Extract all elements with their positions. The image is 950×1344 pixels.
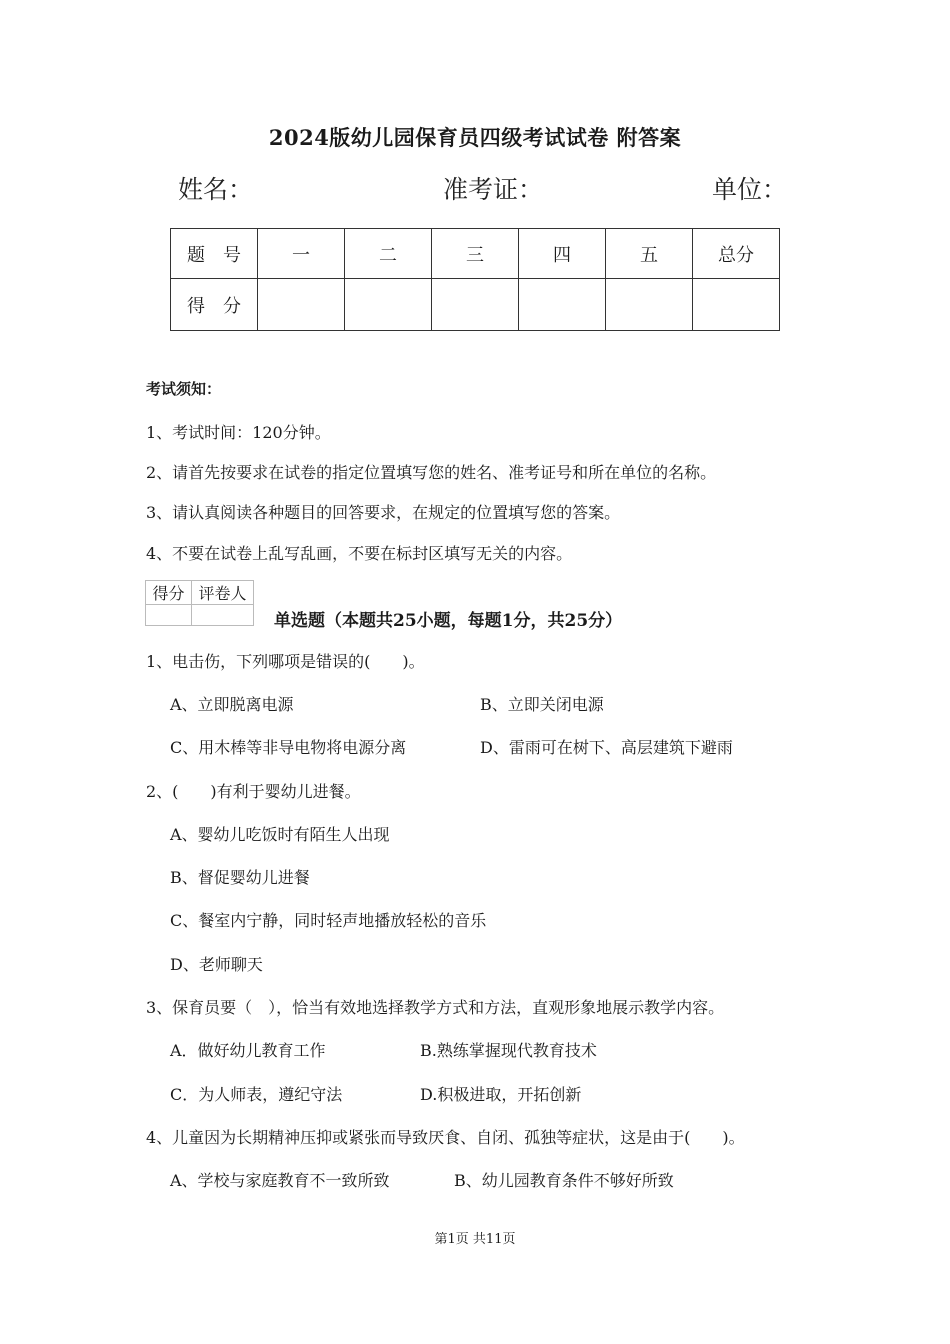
score-header-cell: 四 <box>519 229 606 279</box>
option-item[interactable]: D、老师聊天 <box>170 955 263 974</box>
notice-item: 4、不要在试卷上乱写乱画，不要在标封区填写无关的内容。 <box>146 544 573 563</box>
option-item[interactable]: A、婴幼儿吃饭时有陌生人出现 <box>170 825 390 844</box>
option-item[interactable]: B、督促婴幼儿进餐 <box>170 868 310 887</box>
score-row-label: 得 分 <box>171 279 258 331</box>
question-stem: 4、儿童因为长期精神压抑或紧张而导致厌食、自闭、孤独等症状，这是由于( )。 <box>146 1128 745 1147</box>
score-header-cell: 五 <box>606 229 693 279</box>
name-label: 姓名： <box>178 175 254 204</box>
score-cell[interactable] <box>345 279 432 331</box>
score-table-header-row <box>171 229 780 279</box>
score-header-cell: 题 号 <box>171 229 258 279</box>
notice-item: 2、请首先按要求在试卷的指定位置填写您的姓名、准考证号和所在单位的名称。 <box>146 463 717 482</box>
option-item[interactable]: C、用木棒等非导电物将电源分离 <box>170 738 407 757</box>
option-item[interactable]: A．做好幼儿教育工作 <box>170 1041 326 1060</box>
unit-label: 单位： <box>712 175 788 204</box>
option-item[interactable]: D.积极进取，开拓创新 <box>420 1085 582 1104</box>
option-item[interactable]: C、餐室内宁静，同时轻声地播放轻松的音乐 <box>170 911 487 930</box>
grader-score-cell[interactable] <box>146 605 192 626</box>
notice-item: 3、请认真阅读各种题目的回答要求，在规定的位置填写您的答案。 <box>146 503 621 522</box>
score-header-cell: 一 <box>258 229 345 279</box>
option-item[interactable]: B.熟练掌握现代教育技术 <box>420 1041 597 1060</box>
option-item[interactable]: C．为人师表，遵纪守法 <box>170 1085 343 1104</box>
notice-heading: 考试须知： <box>146 380 222 398</box>
question-stem: 3、保育员要（ ），恰当有效地选择教学方式和方法，直观形象地展示教学内容。 <box>146 998 725 1017</box>
option-item[interactable]: D、雷雨可在树下、高层建筑下避雨 <box>480 738 733 757</box>
grader-box <box>145 580 254 626</box>
page-footer: 第1页 共11页 <box>434 1232 516 1247</box>
document-title: 2024版幼儿园保育员四级考试试卷 附答案 <box>268 125 682 150</box>
score-cell[interactable] <box>693 279 780 331</box>
score-cell[interactable] <box>258 279 345 331</box>
score-table-score-row <box>171 279 780 331</box>
question-stem: 2、( )有利于婴幼儿进餐。 <box>146 782 361 801</box>
section-heading: 单选题（本题共25小题，每题1分，共25分） <box>274 611 623 631</box>
grader-name-label: 评卷人 <box>192 581 254 605</box>
grader-name-cell[interactable] <box>192 605 254 626</box>
score-header-cell: 二 <box>345 229 432 279</box>
option-item[interactable]: A、立即脱离电源 <box>170 695 294 714</box>
score-header-cell: 总分 <box>693 229 780 279</box>
score-cell[interactable] <box>432 279 519 331</box>
question-stem: 1、电击伤，下列哪项是错误的( )。 <box>146 652 425 671</box>
exam-number-label: 准考证： <box>443 175 544 204</box>
option-item[interactable]: A、学校与家庭教育不一致所致 <box>170 1171 390 1190</box>
option-item[interactable]: B、幼儿园教育条件不够好所致 <box>454 1171 674 1190</box>
option-item[interactable]: B、立即关闭电源 <box>480 695 604 714</box>
score-table <box>170 228 780 331</box>
score-header-cell: 三 <box>432 229 519 279</box>
notice-item: 1、考试时间：120分钟。 <box>146 423 331 442</box>
score-cell[interactable] <box>519 279 606 331</box>
score-cell[interactable] <box>606 279 693 331</box>
grader-score-label: 得分 <box>146 581 192 605</box>
